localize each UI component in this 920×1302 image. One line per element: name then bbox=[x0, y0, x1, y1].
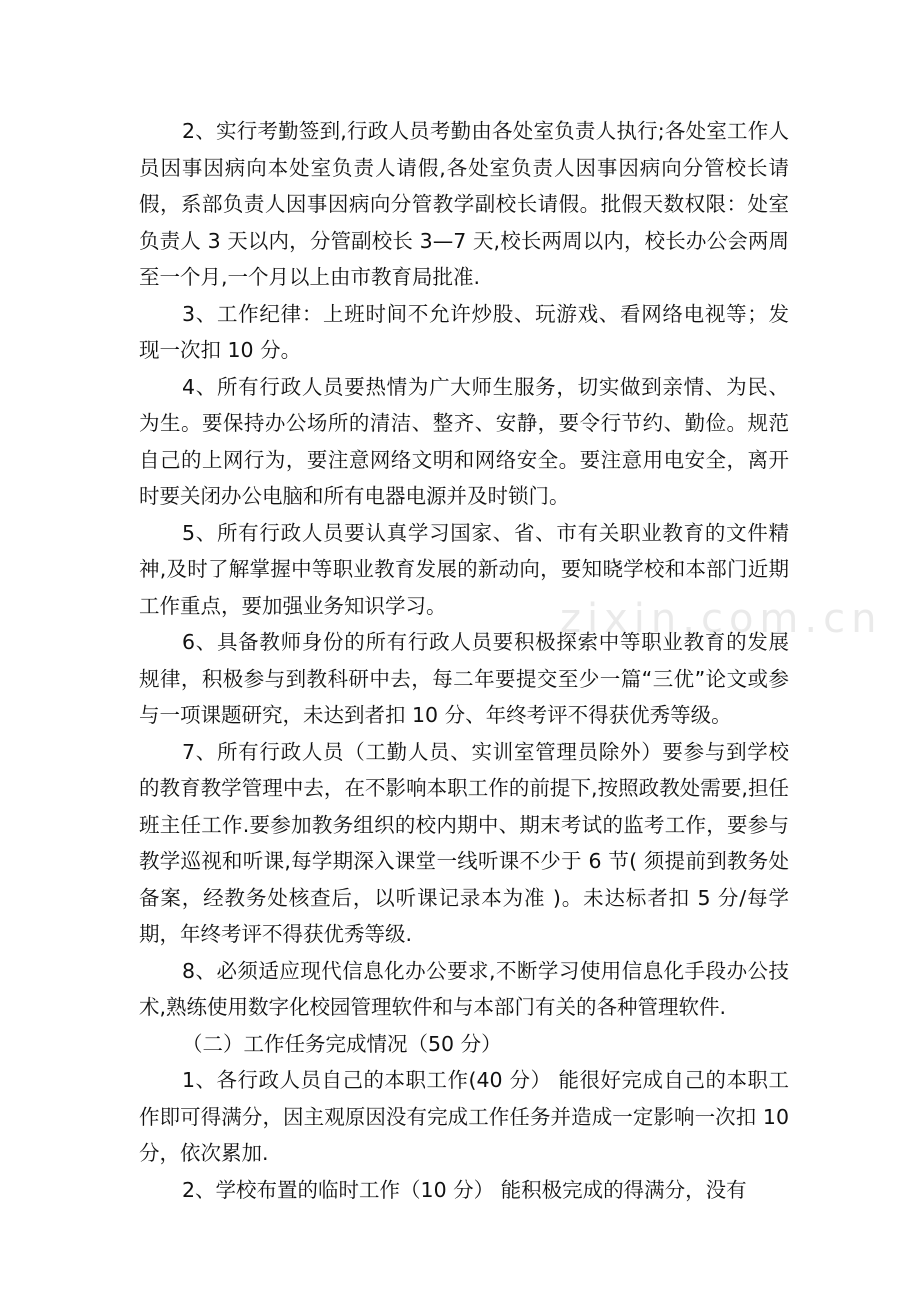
section-heading-task-completion: （二）工作任务完成情况（50 分） bbox=[182, 1031, 502, 1056]
paragraph-temporary-work: 2、学校布置的临时工作（10 分） 能积极完成的得满分，没有 bbox=[182, 1177, 747, 1202]
paragraph-attendance: 2、实行考勤签到,行政人员考勤由各处室负责人执行;各处室工作人员因事因病向本处室负责人请假,各处室负责人因事因病向分管校长请假，系部负责人因事因病向分管教学副校长请假。批假天数权限：处室负责人 3 天以内，分管副校长 3—7 天,校长两周以内，校长办公会两周至一个月,一个月以上由市教育局批准. bbox=[139, 119, 789, 289]
paragraph-study: 5、所有行政人员要认真学习国家、省、市有关职业教育的文件精神,及时了解掌握中等职业教育发展的新动向，要知晓学校和本部门近期工作重点，要加强业务知识学习。 bbox=[139, 520, 789, 618]
paragraph-teaching-management: 7、所有行政人员（工勤人员、实训室管理员除外）要参与到学校的教育教学管理中去，在不影响本职工作的前提下,按照政教处需要,担任班主任工作.要参加教务组织的校内期中、期末考试的监考工作，要参与教学巡视和听课,每学期深入课堂一线听课不少于 6 节( 须提前到教务处备案，经教务处核查后，以听课记录本为准 )。未达标者扣 5 分/每学期，年终考评不得获优秀等级. bbox=[139, 739, 789, 946]
paragraph-informatization: 8、必须适应现代信息化办公要求,不断学习使用信息化手段办公技术,熟练使用数字化校园管理软件和与本部门有关的各种管理软件. bbox=[139, 958, 789, 1019]
paragraph-own-duties: 1、各行政人员自己的本职工作(40 分） 能很好完成自己的本职工作即可得满分，因主观原因没有完成工作任务并造成一定影响一次扣 10 分，依次累加. bbox=[139, 1068, 789, 1165]
watermark: zixin.com.cn bbox=[560, 596, 883, 642]
paragraph-service: 4、所有行政人员要热情为广大师生服务，切实做到亲情、为民、为生。要保持办公场所的清洁、整齐、安静，要令行节约、勤俭。规范自己的上网行为，要注意网络文明和网络安全。要注意用电安全，离开时要关闭办公电脑和所有电器电源并及时锁门。 bbox=[139, 374, 789, 508]
paragraph-research: 6、具备教师身份的所有行政人员要积极探索中等职业教育的发展规律，积极参与到教科研中去，每二年要提交至少一篇“三优”论文或参与一项课题研究，未达到者扣 10 分、年终考评不得获优秀等级。 bbox=[139, 630, 789, 727]
paragraph-discipline: 3、工作纪律：上班时间不允许炒股、玩游戏、看网络电视等；发现一次扣 10 分。 bbox=[139, 301, 789, 362]
document-body bbox=[139, 113, 789, 1208]
